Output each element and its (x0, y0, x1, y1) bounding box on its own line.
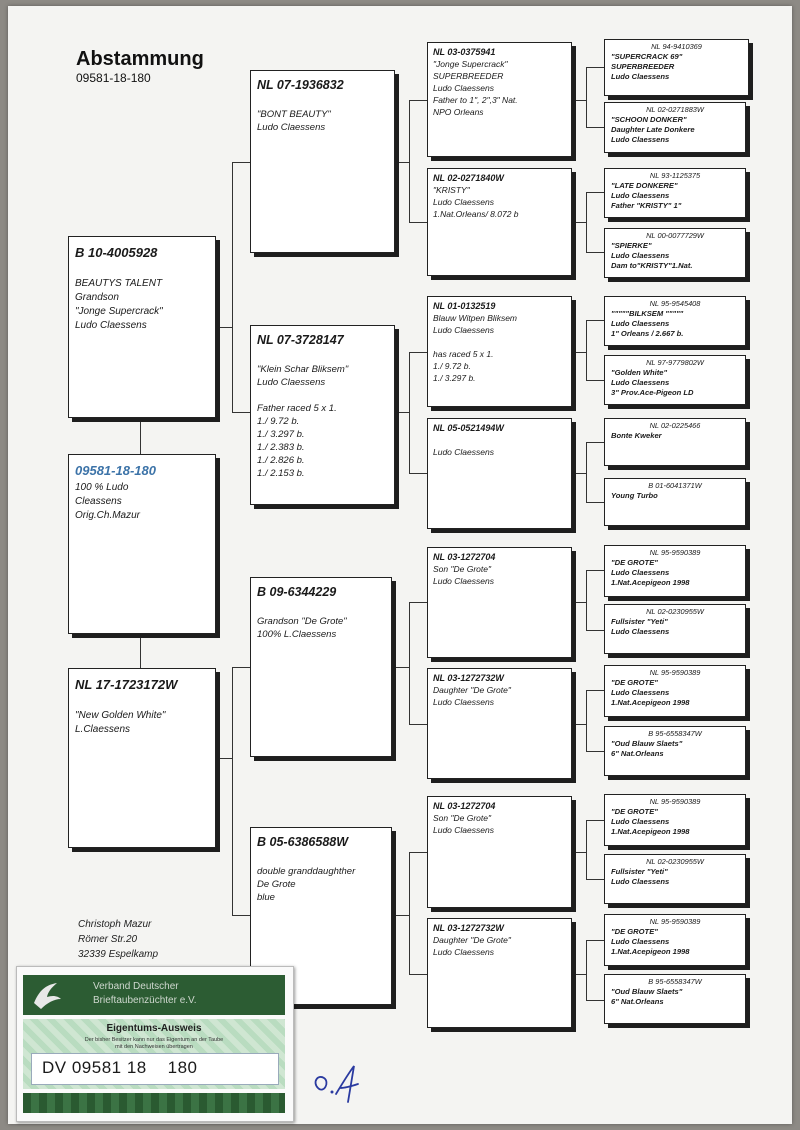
ring-number: NL 02-0271840W (433, 173, 504, 183)
pedigree-box-dam (68, 668, 216, 848)
connector (232, 915, 250, 916)
box-line: Ludo Claessens (433, 447, 494, 457)
box-line: 6" Nat.Orleans (611, 997, 664, 1006)
connector (572, 352, 586, 353)
box-line: "New Golden White" (75, 710, 166, 721)
box-line: "Jonge Supercrack" (433, 59, 508, 69)
box-line: "KRISTY" (433, 185, 470, 195)
connector (572, 852, 586, 853)
connector (586, 570, 604, 571)
box-line: double granddaughther (257, 866, 356, 877)
pedigree-box-gen5 (604, 545, 746, 597)
box-line: 6" Nat.Orleans (611, 749, 664, 758)
box-line: Son "De Grote" (433, 813, 492, 823)
connector (586, 67, 587, 127)
signature (310, 1062, 370, 1108)
card-ring-number: DV 09581 18 180 (42, 1058, 198, 1077)
box-line: 1./ 9.72 b. (257, 416, 300, 427)
ring-number: NL 95-9590389 (649, 668, 701, 677)
box-line: Ludo Claessens (257, 122, 326, 133)
connector (586, 820, 604, 821)
box-line: Dam to"KRISTY"1.Nat. (611, 261, 693, 270)
pedigree-box-gen4 (427, 668, 572, 779)
owner-name: Christoph Mazur (78, 919, 152, 930)
box-line (75, 263, 209, 277)
box-line: Bonte Kweker (611, 431, 662, 440)
box-line (257, 852, 385, 865)
ring-number: NL 07-3728147 (257, 333, 344, 347)
box-line: Cleassens (75, 496, 122, 507)
pedigree-box-gen5 (604, 418, 746, 466)
pedigree-box-gen4 (427, 42, 572, 157)
connector (586, 630, 604, 631)
pedigree-box-gen5 (604, 726, 746, 776)
connector (586, 820, 587, 879)
ring-number: NL 03-0375941 (433, 47, 496, 57)
ownership-card (16, 966, 294, 1122)
box-line (257, 389, 388, 402)
box-line: 1./ 2.383 b. (257, 442, 305, 453)
ring-number: NL 95-9590389 (649, 917, 701, 926)
pedigree-box-gen4 (427, 918, 572, 1028)
card-fine-print: Der bisher Besitzer kann nur das Eigentum an der Taube (84, 1037, 224, 1043)
box-line (75, 695, 209, 709)
connector (409, 100, 410, 222)
connector (586, 751, 604, 752)
pedigree-box-gen5 (604, 39, 749, 96)
pedigree-box-gen4 (427, 296, 572, 407)
connector (232, 162, 250, 163)
box-line: Father to 1", 2",3" Nat. (433, 95, 518, 105)
box-line: Ludo Claessens (611, 937, 670, 946)
ring-number: NL 02-0230955W (646, 607, 704, 616)
document-subtitle: 09581-18-180 (76, 71, 151, 85)
box-line: 100 % Ludo (75, 482, 129, 493)
connector (409, 473, 427, 474)
box-line: """""BILKSEM """"" (611, 309, 684, 318)
connector (586, 252, 604, 253)
ring-number: NL 17-1723172W (75, 677, 178, 692)
ring-number: NL 97-9779802W (646, 358, 704, 367)
connector (140, 634, 141, 668)
box-line: Ludo Claessens (611, 72, 670, 81)
connector (572, 724, 586, 725)
box-line: 1./ 9.72 b. (433, 361, 471, 371)
box-line: 1./ 2.153 b. (257, 468, 305, 479)
pedigree-box-gen5 (604, 168, 746, 218)
connector (586, 192, 604, 193)
connector (232, 667, 250, 668)
box-line: Father raced 5 x 1. (257, 403, 337, 414)
box-line: 1.Nat.Acepigeon 1998 (611, 947, 690, 956)
box-line: Ludo Claessens (611, 568, 670, 577)
ring-number: NL 02-0225466 (649, 421, 701, 430)
box-line: SUPERBREEDER (611, 62, 675, 71)
box-line: 1./ 3.297 b. (257, 429, 305, 440)
owner-address (78, 917, 158, 962)
ring-number: NL 00-0077729W (646, 231, 704, 240)
connector (586, 940, 604, 941)
box-line: "DE GROTE" (611, 678, 658, 687)
box-line: BEAUTYS TALENT (75, 278, 163, 289)
pedigree-box-gen3 (250, 577, 392, 757)
pedigree-box-gen5 (604, 854, 746, 904)
ring-number: NL 07-1936832 (257, 78, 344, 92)
connector (395, 162, 409, 163)
owner-city: 32339 Espelkamp (78, 949, 159, 960)
box-line: 1./ 2.826 b. (257, 455, 305, 466)
pedigree-box-gen5 (604, 478, 746, 526)
box-line: Ludo Claessens (75, 320, 147, 331)
box-line: Ludo Claessens (611, 817, 670, 826)
box-line: SUPERBREEDER (433, 71, 504, 81)
ring-number: NL 03-1272704 (433, 801, 496, 811)
ring-number: B 95-6558347W (648, 729, 702, 738)
box-line (433, 336, 566, 348)
box-line: NPO Orleans (433, 107, 484, 117)
ring-number: B 05-6386588W (257, 835, 349, 849)
ring-number: B 01-6041371W (648, 481, 702, 490)
box-line: 1.Nat.Acepigeon 1998 (611, 827, 690, 836)
connector (140, 418, 141, 454)
box-line: "BONT BEAUTY" (257, 109, 331, 120)
box-line: Ludo Claessens (611, 191, 670, 200)
box-line: Ludo Claessens (611, 135, 670, 144)
box-line: Ludo Claessens (433, 825, 494, 835)
box-line: Ludo Claessens (433, 197, 494, 207)
box-line: "DE GROTE" (611, 927, 658, 936)
box-line: Ludo Claessens (433, 947, 494, 957)
connector (586, 570, 587, 630)
connector (572, 473, 586, 474)
card-header (23, 975, 285, 1015)
box-line: "Oud Blauw Slaets" (611, 739, 683, 748)
document-title: Abstammung (76, 48, 204, 70)
box-line: blue (257, 892, 275, 903)
box-line: Ludo Claessens (611, 688, 670, 697)
connector (409, 352, 410, 473)
connector (232, 667, 233, 915)
connector (586, 690, 604, 691)
ring-number: B 10-4005928 (75, 245, 158, 260)
pedigree-box-gen5 (604, 974, 746, 1024)
ring-number: B 95-6558347W (648, 977, 702, 986)
box-line: Grandson (75, 292, 119, 303)
box-line: "Oud Blauw Slaets" (611, 987, 683, 996)
box-line: 3" Prov.Ace-Pigeon LD (611, 388, 694, 397)
pedigree-box-gen4 (427, 796, 572, 908)
card-heading: Eigentums-Ausweis (106, 1023, 202, 1034)
box-line: Blauw Witpen Bliksem (433, 313, 518, 323)
box-line: Fullsister "Yeti" (611, 617, 668, 626)
ring-number-field (31, 1053, 279, 1085)
ring-number: NL 02-0230955W (646, 857, 704, 866)
box-line: De Grote (257, 879, 296, 890)
ring-number: B 09-6344229 (257, 585, 337, 599)
ring-number: NL 95-9590389 (649, 548, 701, 557)
connector (586, 690, 587, 751)
box-line: Ludo Claessens (611, 877, 670, 886)
connector (409, 352, 427, 353)
pedigree-box-gen3 (250, 70, 395, 253)
box-line: Father "KRISTY" 1" (611, 201, 682, 210)
connector (409, 974, 427, 975)
connector (409, 100, 427, 101)
box-line: Daughter "De Grote" (433, 685, 511, 695)
box-line: Young Turbo (611, 491, 658, 500)
pedigree-box-gen5 (604, 355, 746, 405)
card-fine-print: mit den Nachweisen übertragen (115, 1044, 193, 1050)
connector (392, 915, 409, 916)
box-line: Fullsister "Yeti" (611, 867, 668, 876)
connector (586, 192, 587, 252)
box-line: Ludo Claessens (433, 697, 494, 707)
box-line: 1.Nat.Orleans/ 8.072 b (433, 209, 519, 219)
pedigree-box-gen5 (604, 228, 746, 278)
box-line: "DE GROTE" (611, 558, 658, 567)
connector (586, 442, 604, 443)
box-line: Son "De Grote" (433, 564, 492, 574)
ring-number: NL 03-1272732W (433, 923, 504, 933)
pigeon-logo-icon (31, 979, 63, 1011)
box-line: "LATE DONKERE" (611, 181, 678, 190)
ring-number: NL 05-0521494W (433, 423, 504, 433)
ring-number: NL 02-0271883W (646, 105, 704, 114)
connector (586, 442, 587, 502)
ring-number: NL 94-9410369 (651, 42, 702, 51)
box-line: "SPIERKE" (611, 241, 652, 250)
card-org-line: Brieftaubenzüchter e.V. (93, 995, 197, 1006)
box-line (433, 434, 566, 446)
card-org-line: Verband Deutscher (93, 981, 179, 992)
box-line: "Golden White" (611, 368, 668, 377)
connector (409, 602, 410, 724)
pedigree-box-gen3 (250, 325, 395, 505)
pedigree-box-gen4 (427, 418, 572, 529)
pedigree-box-gen5 (604, 604, 746, 654)
box-line: Ludo Claessens (433, 576, 494, 586)
ring-number: NL 93-1125375 (649, 171, 701, 180)
connector (572, 602, 586, 603)
box-line: Ludo Claessens (611, 378, 670, 387)
connector (216, 758, 232, 759)
ring-number: NL 95-9590389 (649, 797, 701, 806)
ring-number: NL 01-0132519 (433, 301, 496, 311)
box-line: Ludo Claessens (611, 627, 670, 636)
pedigree-box-subject (68, 454, 216, 634)
connector (572, 974, 586, 975)
connector (586, 67, 604, 68)
box-line: Ludo Claessens (257, 377, 326, 388)
connector (409, 852, 410, 974)
box-line: Ludo Claessens (611, 319, 670, 328)
box-line: 1.Nat.Acepigeon 1998 (611, 698, 690, 707)
box-line: Orig.Ch.Mazur (75, 510, 141, 521)
box-line (257, 350, 388, 363)
connector (409, 852, 427, 853)
card-body (23, 1019, 285, 1089)
box-line: Grandson "De Grote" (257, 616, 347, 627)
connector (409, 222, 427, 223)
owner-street: Römer Str.20 (78, 934, 138, 945)
box-line (257, 602, 385, 615)
card-footer-pattern (23, 1093, 285, 1113)
connector (572, 222, 586, 223)
pedigree-box-gen5 (604, 914, 746, 966)
box-line: "Klein Schar Bliksem" (257, 364, 349, 375)
connector (586, 940, 587, 1000)
pedigree-box-gen5 (604, 102, 746, 153)
box-line: L.Claessens (75, 724, 131, 735)
box-line: Ludo Claessens (611, 251, 670, 260)
box-line: 1./ 3.297 b. (433, 373, 476, 383)
connector (392, 667, 409, 668)
box-line: 100% L.Claessens (257, 629, 337, 640)
box-line: 1" Orleans / 2.667 b. (611, 329, 684, 338)
box-line (257, 95, 388, 108)
ring-number: NL 03-1272732W (433, 673, 504, 683)
connector (586, 320, 587, 380)
connector (216, 327, 232, 328)
pedigree-box-gen5 (604, 296, 746, 346)
connector (586, 502, 604, 503)
pedigree-box-gen5 (604, 665, 746, 717)
pedigree-box-gen4 (427, 547, 572, 658)
pedigree-box-sire (68, 236, 216, 418)
connector (586, 1000, 604, 1001)
connector (409, 602, 427, 603)
connector (586, 127, 604, 128)
connector (586, 320, 604, 321)
connector (409, 724, 427, 725)
pedigree-box-gen4 (427, 168, 572, 276)
box-line: 1.Nat.Acepigeon 1998 (611, 578, 690, 587)
connector (586, 879, 604, 880)
box-line: Ludo Claessens (433, 83, 494, 93)
connector (572, 100, 586, 101)
box-line: has raced 5 x 1. (433, 349, 494, 359)
connector (395, 412, 409, 413)
ring-number: NL 03-1272704 (433, 552, 496, 562)
connector (586, 380, 604, 381)
box-line: Daughter Late Donkere (611, 125, 695, 134)
box-line: "SUPERCRACK 69" (611, 52, 683, 61)
connector (232, 412, 250, 413)
box-line: "SCHOON DONKER" (611, 115, 687, 124)
ring-number: 09581-18-180 (75, 463, 156, 478)
connector (232, 162, 233, 412)
box-line: Daughter "De Grote" (433, 935, 511, 945)
box-line: "DE GROTE" (611, 807, 658, 816)
box-line: "Jonge Supercrack" (75, 306, 163, 317)
ring-number: NL 95-9545408 (649, 299, 701, 308)
pedigree-box-gen5 (604, 794, 746, 846)
box-line: Ludo Claessens (433, 325, 494, 335)
